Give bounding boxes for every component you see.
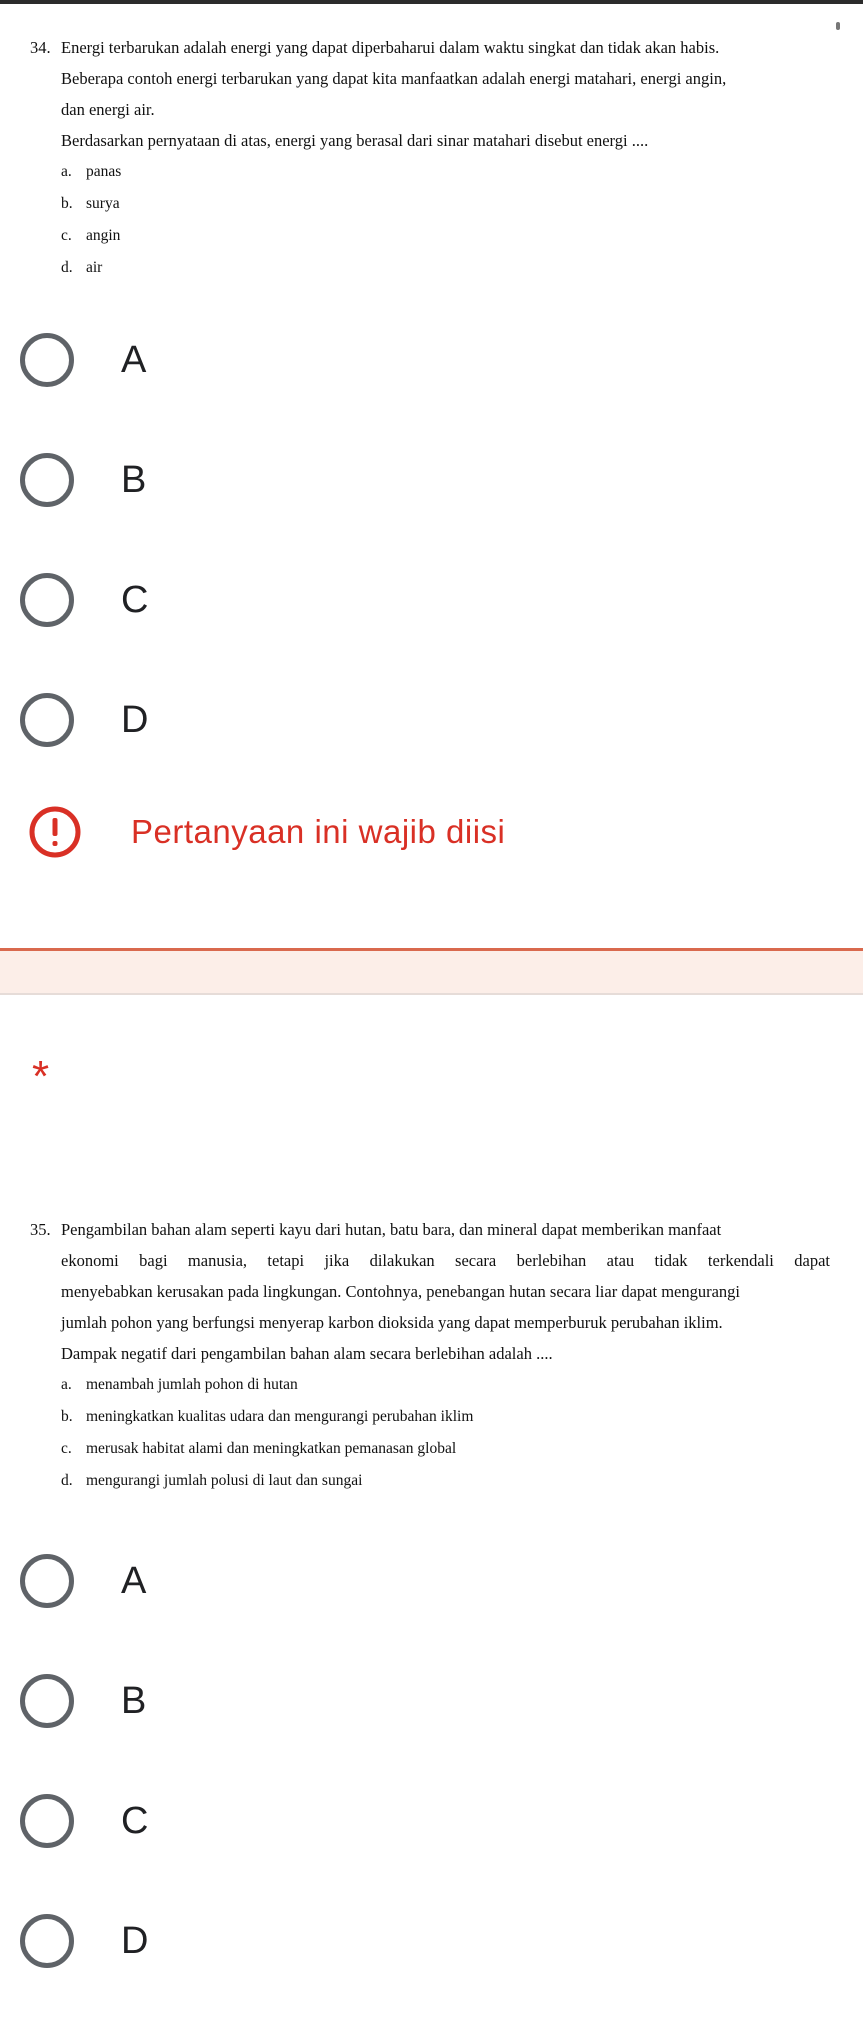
choice-label: C	[121, 578, 149, 621]
choice-label: D	[121, 698, 149, 741]
choice-label: D	[121, 1919, 149, 1962]
error-message: Pertanyaan ini wajib diisi	[131, 813, 506, 850]
option-text: c. merusak habitat alami dan meningkatkan pemanasan global	[61, 1440, 457, 1457]
question-divider-band	[0, 948, 863, 995]
choice-b-radio[interactable]	[20, 1671, 420, 1731]
option-text: d. air	[61, 259, 103, 276]
question-number: 34.	[30, 38, 51, 57]
choice-a-radio[interactable]	[20, 330, 420, 390]
option-text: d. mengurangi jumlah polusi di laut dan sungai	[61, 1472, 363, 1489]
radio-circle-icon[interactable]	[20, 1794, 74, 1848]
required-asterisk: *	[32, 1052, 50, 1101]
question-34-image	[30, 32, 830, 284]
question-prompt: Berdasarkan pernyataan di atas, energi yang berasal dari sinar matahari disebut energi ....	[61, 131, 649, 150]
choice-c-radio[interactable]	[20, 1791, 420, 1851]
choice-label: B	[121, 458, 147, 501]
choice-label: A	[121, 1559, 147, 1602]
choice-d-radio[interactable]	[20, 690, 420, 750]
choice-label: C	[121, 1799, 149, 1842]
scroll-indicator	[836, 22, 840, 30]
radio-circle-icon[interactable]	[20, 1914, 74, 1968]
option-text: b. surya	[61, 195, 120, 212]
option-text: b. meningkatkan kualitas udara dan mengurangi perubahan iklim	[61, 1408, 474, 1425]
error-icon	[28, 805, 82, 859]
radio-circle-icon[interactable]	[20, 573, 74, 627]
question-prompt: Dampak negatif dari pengambilan bahan alam secara berlebihan adalah ....	[61, 1344, 553, 1363]
question-number: 35.	[30, 1220, 51, 1239]
question-text-line: menyebabkan kerusakan pada lingkungan. Contohnya, penebangan hutan secara liar dapat mengurangi	[61, 1282, 741, 1301]
radio-circle-icon[interactable]	[20, 453, 74, 507]
question-35-image	[30, 1214, 830, 1497]
choice-b-radio[interactable]	[20, 450, 420, 510]
question-text-line: Beberapa contoh energi terbarukan yang dapat kita manfaatkan adalah energi matahari, energi angin,	[61, 69, 727, 88]
question-text-line: dan energi air.	[61, 100, 155, 119]
choice-d-radio[interactable]	[20, 1911, 420, 1971]
option-text: c. angin	[61, 227, 121, 244]
choice-label: B	[121, 1679, 147, 1722]
choice-label: A	[121, 338, 147, 381]
choice-c-radio[interactable]	[20, 570, 420, 630]
option-text: a. menambah jumlah pohon di hutan	[61, 1376, 298, 1393]
required-error	[28, 805, 505, 859]
choice-a-radio[interactable]	[20, 1551, 420, 1611]
radio-circle-icon[interactable]	[20, 1674, 74, 1728]
question-text-line: Pengambilan bahan alam seperti kayu dari hutan, batu bara, dan mineral dapat memberikan manfaat	[61, 1220, 722, 1239]
top-bar	[0, 0, 863, 4]
radio-circle-icon[interactable]	[20, 1554, 74, 1608]
option-text: a. panas	[61, 163, 122, 180]
question-text-line: Energi terbarukan adalah energi yang dapat diperbaharui dalam waktu singkat dan tidak akan habis.	[61, 38, 720, 57]
radio-circle-icon[interactable]	[20, 693, 74, 747]
question-text-line: ekonomi bagi manusia, tetapi jika dilakukan secara berlebihan atau tidak terkendali dapat	[61, 1251, 830, 1270]
radio-circle-icon[interactable]	[20, 333, 74, 387]
question-text-line: jumlah pohon yang berfungsi menyerap karbon dioksida yang dapat memperburuk perubahan iklim.	[61, 1313, 723, 1332]
